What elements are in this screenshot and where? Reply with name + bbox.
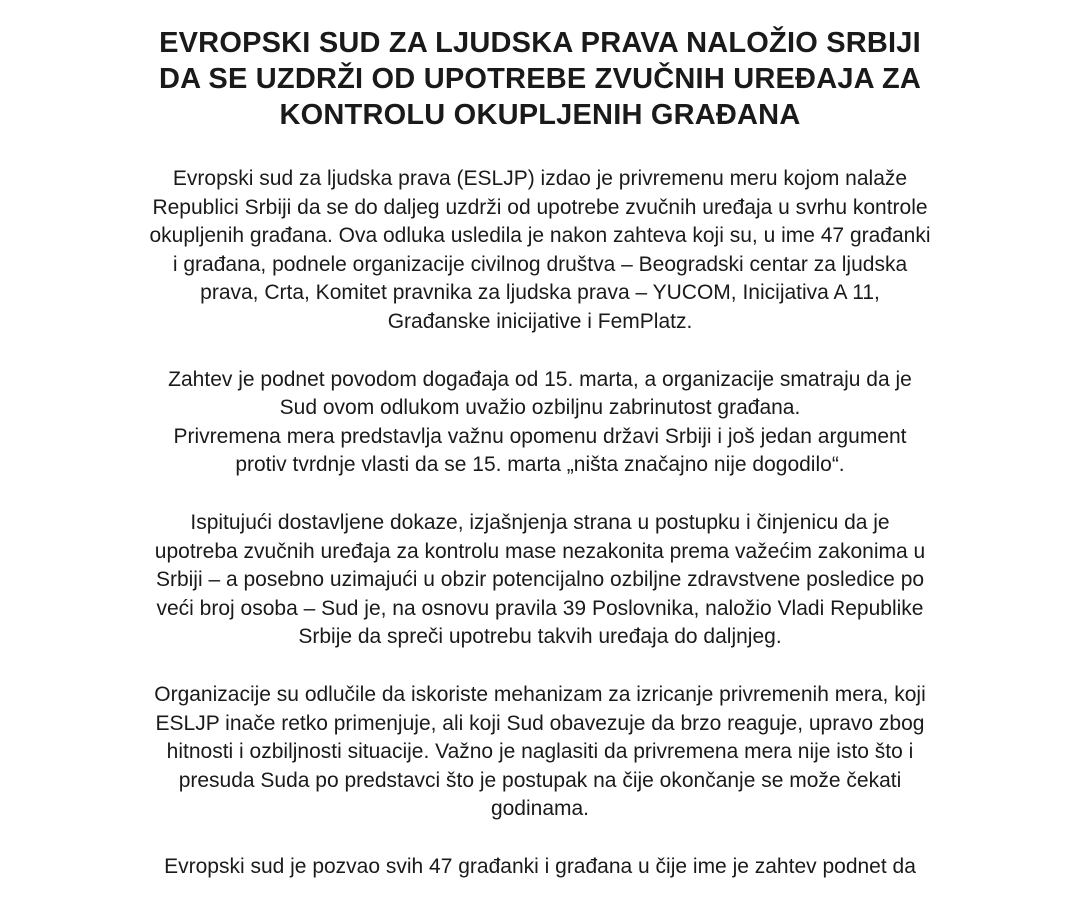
text-line: hitnosti i ozbiljnosti situacije. Važno je naglasiti da privremena mera nije isto što i (166, 740, 914, 764)
text-line: Organizacije su odlučile da iskoriste mehanizam za izricanje privremenih mera, koji (154, 682, 926, 706)
text-line: Ispitujući dostavljene dokaze, izjašnjenja strana u postupku i činjenicu da je (190, 510, 890, 534)
headline-line: KONTROLU OKUPLJENIH GRAĐANA (279, 99, 801, 131)
text-line: godinama. (490, 797, 590, 821)
text-line: Srbije da spreči upotrebu takvih uređaja do daljnjeg. (298, 625, 782, 649)
paragraph-organizations-mechanism (40, 681, 1040, 824)
text-line: upotreba zvučnih uređaja za kontrolu mase nezakonita prema važećim zakonima u (154, 539, 926, 563)
paragraph-court-reasoning (40, 509, 1040, 652)
text-line: Građanske inicijative i FemPlatz. (387, 309, 693, 333)
headline-line: EVROPSKI SUD ZA LJUDSKA PRAVA NALOŽIO SRBIJI (159, 27, 921, 59)
text-line: Srbiji – a posebno uzimajući u obzir potencijalno ozbiljne zdravstvene posledice po (155, 568, 925, 592)
text-line: veći broj osoba – Sud je, na osnovu pravila 39 Poslovnika, naložio Vladi Republike (156, 596, 924, 620)
text-line: presuda Suda po predstavci što je postupak na čije okončanje se može čekati (178, 768, 902, 792)
paragraph-request-context (40, 366, 1040, 480)
text-line: Zahtev je podnet povodom događaja od 15. marta, a organizacije smatraju da je (168, 367, 912, 391)
text-line: prava, Crta, Komitet pravnika za ljudska prava – YUCOM, Inicijativa A 11, (200, 281, 880, 305)
headline (60, 25, 1020, 133)
text-line: Republici Srbiji da se do daljeg uzdrži od upotrebe zvučnih uređaja u svrhu kontrole (152, 195, 928, 219)
paragraph-interim-measure (40, 165, 1040, 337)
text-line: Privremena mera predstavlja važnu opomenu državi Srbiji i još jedan argument (173, 424, 907, 448)
text-line: protiv tvrdnje vlasti da se 15. marta „ništa značajno nije dogodilo“. (235, 453, 845, 477)
headline-line: DA SE UZDRŽI OD UPOTREBE ZVUČNIH UREĐAJA ZA (158, 63, 922, 95)
text-line: Evropski sud je pozvao svih 47 građanki i građana u čije ime je zahtev podnet da (164, 854, 916, 878)
text-line: okupljenih građana. Ova odluka usledila je nakon zahteva koji su, u ime 47 građanki (149, 224, 931, 248)
article-body (40, 165, 1040, 910)
paragraph-court-invitation (40, 853, 1040, 882)
text-line: i građana, podnele organizacije civilnog društva – Beogradski centar za ljudska (172, 252, 908, 276)
text-line: Evropski sud za ljudska prava (ESLJP) izdao je privremenu meru kojom nalaže (172, 167, 908, 190)
text-line: Sud ovom odlukom uvažio ozbiljnu zabrinutost građana. (279, 396, 801, 420)
text-line: ESLJP inače retko primenjuje, ali koji Sud obavezuje da brzo reaguje, upravo zbog (155, 711, 925, 735)
